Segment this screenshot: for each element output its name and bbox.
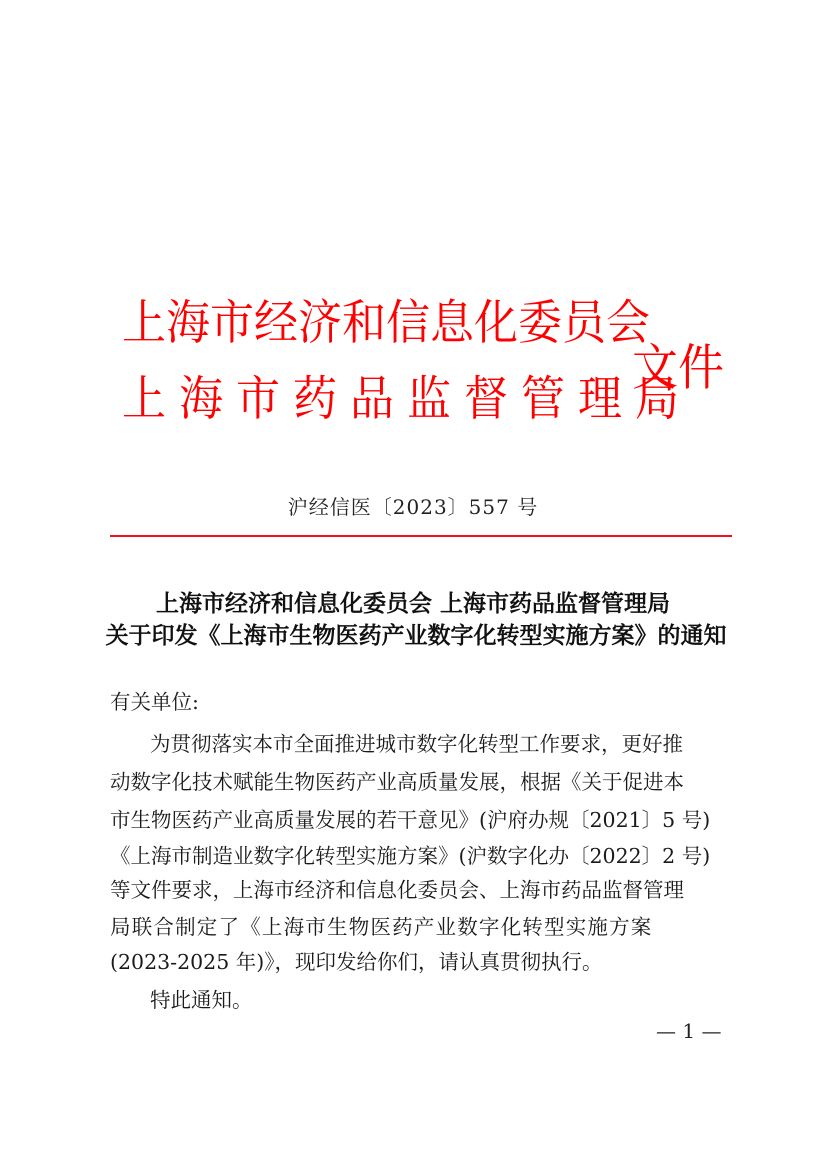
body-line: 动数字化技术赋能生物医药产业高质量发展，根据《关于促进本 [110, 770, 684, 794]
salutation: 有关单位: [110, 690, 199, 714]
page-number: — 1 — [656, 1019, 722, 1043]
notice-title-line-2: 关于印发《上海市生物医药产业数字化转型实施方案》的通知 [105, 622, 727, 649]
issuing-org-1: 上海市经济和信息化委员会 [122, 296, 650, 352]
notice-title-line-1: 上海市经济和信息化委员会 上海市药品监督管理局 [155, 590, 670, 617]
body-line: 为贯彻落实本市全面推进城市数字化转型工作要求，更好推 [150, 732, 683, 756]
body-line: 等文件要求，上海市经济和信息化委员会、上海市药品监督管理 [110, 878, 684, 902]
body-line: 《上海市制造业数字化转型实施方案》(沪数字化办〔2022〕2 号) [110, 844, 711, 868]
red-divider [110, 535, 732, 537]
document-number: 沪经信医〔2023〕557 号 [287, 495, 539, 519]
closing-remark: 特此通知。 [150, 988, 253, 1012]
issuing-org-2: 上海市药品监督管理局 [122, 372, 692, 428]
body-line: (2023-2025 年)》，现印发给你们，请认真贯彻执行。 [110, 950, 603, 974]
body-line: 市生物医药产业高质量发展的若干意见》(沪府办规〔2021〕5 号) [110, 808, 711, 832]
body-line: 局联合制定了《上海市生物医药产业数字化转型实施方案 [110, 915, 653, 939]
document-type-label: 文件 [632, 338, 724, 397]
